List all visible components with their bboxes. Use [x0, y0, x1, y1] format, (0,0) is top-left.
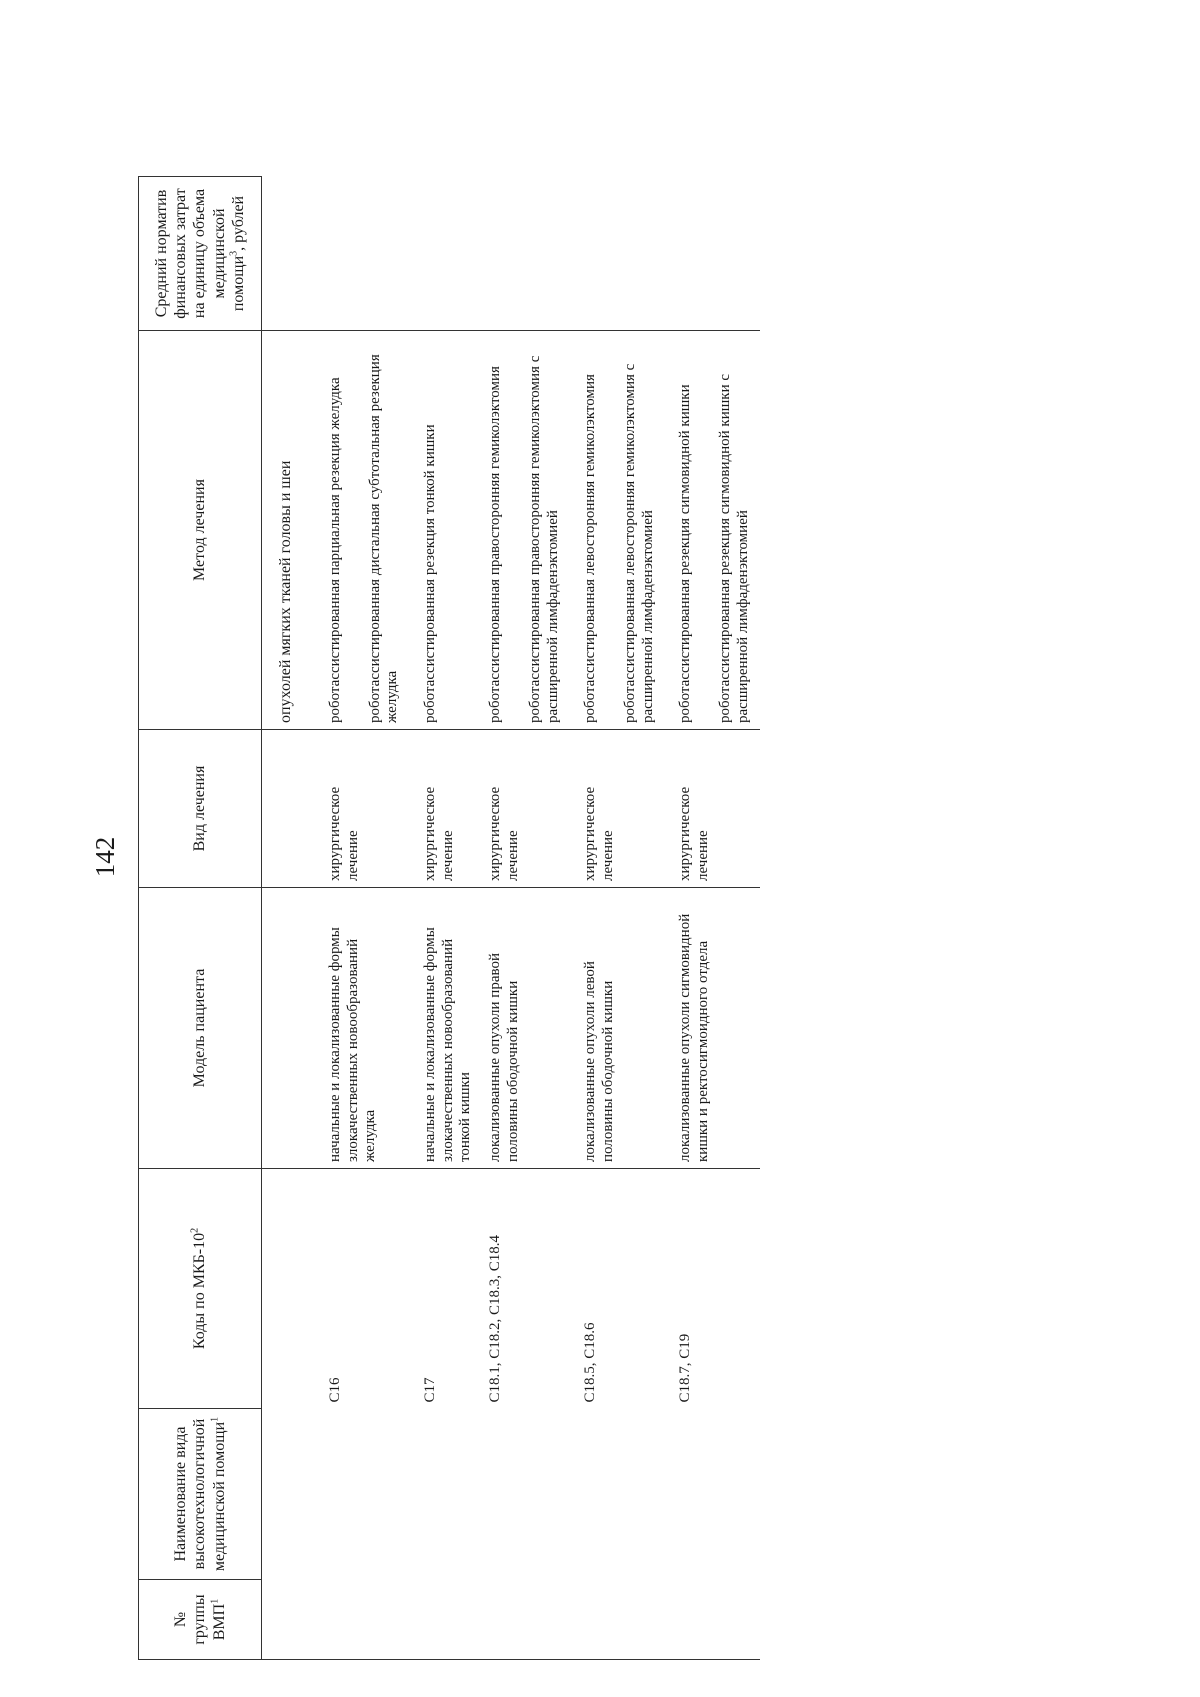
- treatment-type: хирургическое лечение: [315, 730, 410, 888]
- method-item: роботассистированная левосторонняя гемиколэктомия: [582, 374, 599, 723]
- treatment-type: хирургическое лечение: [475, 730, 570, 888]
- patient-model: локализованные опухоли сигмовидной кишки и ректосигмоидного отдела: [665, 888, 760, 1169]
- treatment-methods: [410, 331, 475, 730]
- table-row: [570, 177, 665, 1660]
- header-cost-standard: Средний норматив финансовых затрат на единицу объема медицинской помощи$^3$, рублей: [139, 177, 262, 331]
- treatment-methods: [570, 331, 665, 730]
- header-treatment-type: Вид лечения: [139, 730, 262, 888]
- treatment-type: хирургическое лечение: [570, 730, 665, 888]
- header-icd-codes: Коды по МКБ-$10^2$: [139, 1169, 262, 1409]
- continuation-text: опухолей мягких тканей головы и шеи: [262, 331, 316, 730]
- icd-code: C16: [315, 1169, 410, 1409]
- continuation-row: [262, 177, 316, 1660]
- method-item: роботассистированная правосторонняя гемиколэктомия с расширенной лимфаденэктомией: [526, 355, 561, 723]
- method-item: роботассистированная резекция сигмовидной кишки: [677, 384, 694, 723]
- method-item: роботассистированная парциальная резекция желудка: [327, 377, 343, 723]
- icd-code: C18.5, C18.6: [570, 1169, 665, 1409]
- method-item: роботассистированная резекция сигмовидной кишки с расширенной лимфаденэктомией: [716, 374, 751, 723]
- patient-model: локализованные опухоли правой половины ободочной кишки: [475, 888, 570, 1169]
- patient-model: локализованные опухоли левой половины ободочной кишки: [570, 888, 665, 1169]
- header-group-number: № группы ВМП$^1$: [139, 1580, 262, 1660]
- icd-code: C17: [410, 1169, 475, 1409]
- table-row: [410, 177, 475, 1660]
- rotated-page: [138, 47, 1200, 1660]
- vmp-table: [138, 176, 760, 1660]
- table-row: [315, 177, 410, 1660]
- method-item: роботассистированная резекция тонкой кишки: [422, 424, 439, 723]
- header-care-type-name: Наименование вида высокотехнологичной медицинской помощи$^1$: [139, 1409, 262, 1580]
- treatment-type: хирургическое лечение: [410, 730, 475, 888]
- treatment-methods: [315, 331, 410, 730]
- icd-code: C18.1, C18.2, C18.3, C18.4: [475, 1169, 570, 1409]
- table-header-row: [139, 177, 262, 1660]
- header-treatment-method: Метод лечения: [139, 331, 262, 730]
- patient-model: начальные и локализованные формы злокачественных новообразований желудка: [315, 888, 410, 1169]
- treatment-methods: [665, 331, 760, 730]
- method-item: роботассистированная правосторонняя гемиколэктомия: [487, 366, 504, 723]
- patient-model: начальные и локализованные формы злокачественных новообразований тонкой кишки: [410, 888, 475, 1169]
- icd-code: C18.7, C19: [665, 1169, 760, 1409]
- header-patient-model: Модель пациента: [139, 888, 262, 1169]
- treatment-methods: [475, 331, 570, 730]
- page-number: 142: [90, 836, 120, 878]
- method-item: роботассистированная дистальная субтотальная резекция желудка: [366, 354, 401, 723]
- treatment-type: хирургическое лечение: [665, 730, 760, 888]
- method-item: роботассистированная левосторонняя гемиколэктомия с расширенной лимфаденэктомией: [621, 363, 656, 723]
- table-row: [665, 177, 760, 1660]
- table-row: [475, 177, 570, 1660]
